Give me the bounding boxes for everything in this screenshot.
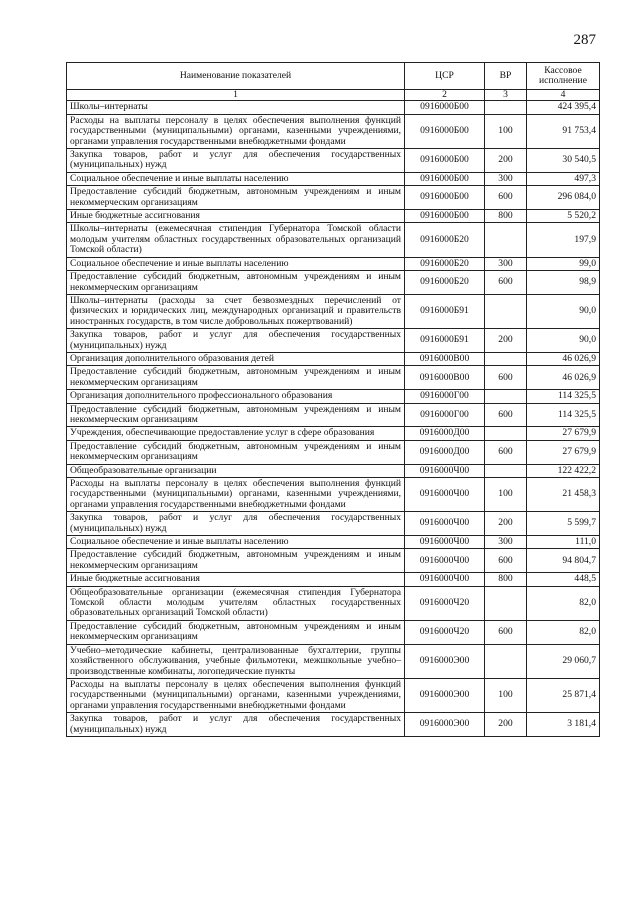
row-csr: 0916000Б00 [405, 101, 485, 114]
row-csr: 0916000Б91 [405, 329, 485, 353]
row-amount: 114 325,5 [527, 403, 600, 427]
row-name: Закупка товаров, работ и услуг для обеспечения государственных (муниципальных) нужд [67, 149, 405, 173]
row-csr: 0916000В00 [405, 352, 485, 365]
row-name: Закупка товаров, работ и услуг для обеспечения государственных (муниципальных) нужд [67, 713, 405, 737]
table-row [67, 464, 600, 477]
row-amount: 21 458,3 [527, 478, 600, 512]
row-amount: 82,0 [527, 586, 600, 620]
row-name: Закупка товаров, работ и услуг для обеспечения государственных (муниципальных) нужд [67, 512, 405, 536]
row-csr: 0916000Э00 [405, 713, 485, 737]
row-vr: 800 [485, 210, 527, 223]
row-amount: 30 540,5 [527, 149, 600, 173]
table-row [67, 329, 600, 353]
row-amount: 27 679,9 [527, 427, 600, 440]
row-amount: 5 520,2 [527, 210, 600, 223]
row-name: Закупка товаров, работ и услуг для обеспечения государственных (муниципальных) нужд [67, 329, 405, 353]
row-vr [485, 464, 527, 477]
row-name: Предоставление субсидий бюджетным, автономным учреждениям и иным некоммерческим организациям [67, 549, 405, 573]
table-row [67, 149, 600, 173]
row-csr: 0916000Ч20 [405, 620, 485, 644]
row-csr: 0916000Э00 [405, 678, 485, 712]
row-vr: 800 [485, 573, 527, 586]
table-row [67, 172, 600, 185]
table-row [67, 390, 600, 403]
row-vr [485, 644, 527, 678]
row-csr: 0916000Г00 [405, 403, 485, 427]
row-csr: 0916000Б20 [405, 223, 485, 257]
row-vr: 600 [485, 271, 527, 295]
header-name: Наименование показателей [67, 63, 405, 90]
row-csr: 0916000Б00 [405, 186, 485, 210]
row-csr: 0916000Б20 [405, 257, 485, 270]
row-amount: 46 026,9 [527, 352, 600, 365]
row-amount: 497,3 [527, 172, 600, 185]
row-amount: 111,0 [527, 536, 600, 549]
row-name: Социальное обеспечение и иные выплаты населению [67, 257, 405, 270]
col-num-1: 1 [67, 90, 405, 101]
table-row [67, 536, 600, 549]
row-name: Расходы на выплаты персоналу в целях обеспечения выполнения функций государственными (муниципальными) органами, казенными учреждениями, органами управления государственными внебюджетными фондами [67, 678, 405, 712]
header-amount: Кассовое исполнение [527, 63, 600, 90]
table-row [67, 403, 600, 427]
row-vr: 600 [485, 549, 527, 573]
table-row [67, 512, 600, 536]
row-vr: 200 [485, 149, 527, 173]
header-csr: ЦСР [405, 63, 485, 90]
row-vr: 200 [485, 512, 527, 536]
col-num-3: 3 [485, 90, 527, 101]
row-csr: 0916000Ч00 [405, 478, 485, 512]
row-name: Социальное обеспечение и иные выплаты населению [67, 536, 405, 549]
table-row [67, 114, 600, 148]
row-csr: 0916000Ч00 [405, 512, 485, 536]
table-row [67, 620, 600, 644]
row-amount: 94 804,7 [527, 549, 600, 573]
row-amount: 197,9 [527, 223, 600, 257]
table-row [67, 186, 600, 210]
row-amount: 46 026,9 [527, 366, 600, 390]
row-vr: 300 [485, 257, 527, 270]
row-csr: 0916000Б00 [405, 172, 485, 185]
table-row [67, 210, 600, 223]
table-row [67, 366, 600, 390]
row-name: Учреждения, обеспечивающие предоставление услуг в сфере образования [67, 427, 405, 440]
row-csr: 0916000Б00 [405, 149, 485, 173]
row-csr: 0916000Ч00 [405, 549, 485, 573]
row-amount: 122 422,2 [527, 464, 600, 477]
row-vr [485, 294, 527, 328]
row-csr: 0916000Ч00 [405, 536, 485, 549]
row-name: Предоставление субсидий бюджетным, автономным учреждениям и иным некоммерческим организациям [67, 620, 405, 644]
table-row [67, 427, 600, 440]
header-vr: ВР [485, 63, 527, 90]
table-row [67, 573, 600, 586]
row-name: Предоставление субсидий бюджетным, автономным учреждениям и иным некоммерческим организациям [67, 186, 405, 210]
row-vr: 600 [485, 620, 527, 644]
row-csr: 0916000Ч00 [405, 573, 485, 586]
row-amount: 114 325,5 [527, 390, 600, 403]
row-name: Учебно–методические кабинеты, централизованные бухгалтерии, группы хозяйственного обслуживания, учебные фильмотеки, межшкольные учебно–производственные комбинаты, логопедические пункты [67, 644, 405, 678]
row-name: Общеобразовательные организации [67, 464, 405, 477]
table-row [67, 223, 600, 257]
row-name: Организация дополнительного образования детей [67, 352, 405, 365]
row-name: Предоставление субсидий бюджетным, автономным учреждениям и иным некоммерческим организациям [67, 271, 405, 295]
budget-execution-table [66, 62, 600, 737]
row-name: Предоставление субсидий бюджетным, автономным учреждениям и иным некоммерческим организациям [67, 440, 405, 464]
row-vr: 200 [485, 329, 527, 353]
row-vr: 200 [485, 713, 527, 737]
row-vr: 300 [485, 536, 527, 549]
row-name: Школы–интернаты (ежемесячная стипендия Губернатора Томской области молодым учителям областных государственных образовательных организаций Томской области) [67, 223, 405, 257]
row-vr: 100 [485, 678, 527, 712]
row-csr: 0916000Г00 [405, 390, 485, 403]
row-csr: 0916000Д00 [405, 427, 485, 440]
table-row [67, 257, 600, 270]
row-csr: 0916000Б00 [405, 210, 485, 223]
row-amount: 3 181,4 [527, 713, 600, 737]
row-name: Школы–интернаты (расходы за счет безвозмездных перечислений от физических и юридических лиц, международных организаций и правительств иностранных государств, в том числе добровольных пожертвований) [67, 294, 405, 328]
row-name: Расходы на выплаты персоналу в целях обеспечения выполнения функций государственными (муниципальными) органами, казенными учреждениями, органами управления государственными внебюджетными фондами [67, 114, 405, 148]
row-vr: 100 [485, 478, 527, 512]
row-amount: 90,0 [527, 329, 600, 353]
row-name: Предоставление субсидий бюджетным, автономным учреждениям и иным некоммерческим организациям [67, 403, 405, 427]
row-amount: 98,9 [527, 271, 600, 295]
row-amount: 25 871,4 [527, 678, 600, 712]
row-vr: 300 [485, 172, 527, 185]
row-vr [485, 390, 527, 403]
row-name: Общеобразовательные организации (ежемесячная стипендия Губернатора Томской области молодым учителям областных государственных образовательных организаций Томской области) [67, 586, 405, 620]
table-row [67, 101, 600, 114]
row-amount: 99,0 [527, 257, 600, 270]
row-vr: 100 [485, 114, 527, 148]
row-vr [485, 101, 527, 114]
page-number: 287 [573, 32, 596, 48]
row-name: Расходы на выплаты персоналу в целях обеспечения выполнения функций государственными (муниципальными) органами, казенными учреждениями, органами управления государственными внебюджетными фондами [67, 478, 405, 512]
table-row [67, 440, 600, 464]
row-name: Иные бюджетные ассигнования [67, 573, 405, 586]
row-vr [485, 352, 527, 365]
row-csr: 0916000Э00 [405, 644, 485, 678]
row-name: Предоставление субсидий бюджетным, автономным учреждениям и иным некоммерческим организациям [67, 366, 405, 390]
row-csr: 0916000Ч00 [405, 464, 485, 477]
row-vr: 600 [485, 366, 527, 390]
row-amount: 5 599,7 [527, 512, 600, 536]
row-csr: 0916000Б20 [405, 271, 485, 295]
table-row [67, 586, 600, 620]
row-vr: 600 [485, 186, 527, 210]
row-csr: 0916000Б91 [405, 294, 485, 328]
row-amount: 91 753,4 [527, 114, 600, 148]
row-vr [485, 586, 527, 620]
row-csr: 0916000Ч20 [405, 586, 485, 620]
row-vr: 600 [485, 440, 527, 464]
row-csr: 0916000Б00 [405, 114, 485, 148]
row-amount: 27 679,9 [527, 440, 600, 464]
table-row [67, 713, 600, 737]
col-num-4: 4 [527, 90, 600, 101]
row-amount: 82,0 [527, 620, 600, 644]
table-row [67, 644, 600, 678]
header-row [67, 63, 600, 90]
row-csr: 0916000В00 [405, 366, 485, 390]
table-row [67, 294, 600, 328]
row-name: Организация дополнительного профессионального образования [67, 390, 405, 403]
row-name: Иные бюджетные ассигнования [67, 210, 405, 223]
row-vr: 600 [485, 403, 527, 427]
row-amount: 90,0 [527, 294, 600, 328]
row-csr: 0916000Д00 [405, 440, 485, 464]
table-row [67, 549, 600, 573]
column-number-row [67, 90, 600, 101]
row-name: Школы–интернаты [67, 101, 405, 114]
row-amount: 296 084,0 [527, 186, 600, 210]
row-amount: 424 395,4 [527, 101, 600, 114]
table-row [67, 478, 600, 512]
table-row [67, 352, 600, 365]
row-name: Социальное обеспечение и иные выплаты населению [67, 172, 405, 185]
table-row [67, 678, 600, 712]
row-amount: 29 060,7 [527, 644, 600, 678]
row-vr [485, 427, 527, 440]
col-num-2: 2 [405, 90, 485, 101]
table-row [67, 271, 600, 295]
row-amount: 448,5 [527, 573, 600, 586]
row-vr [485, 223, 527, 257]
